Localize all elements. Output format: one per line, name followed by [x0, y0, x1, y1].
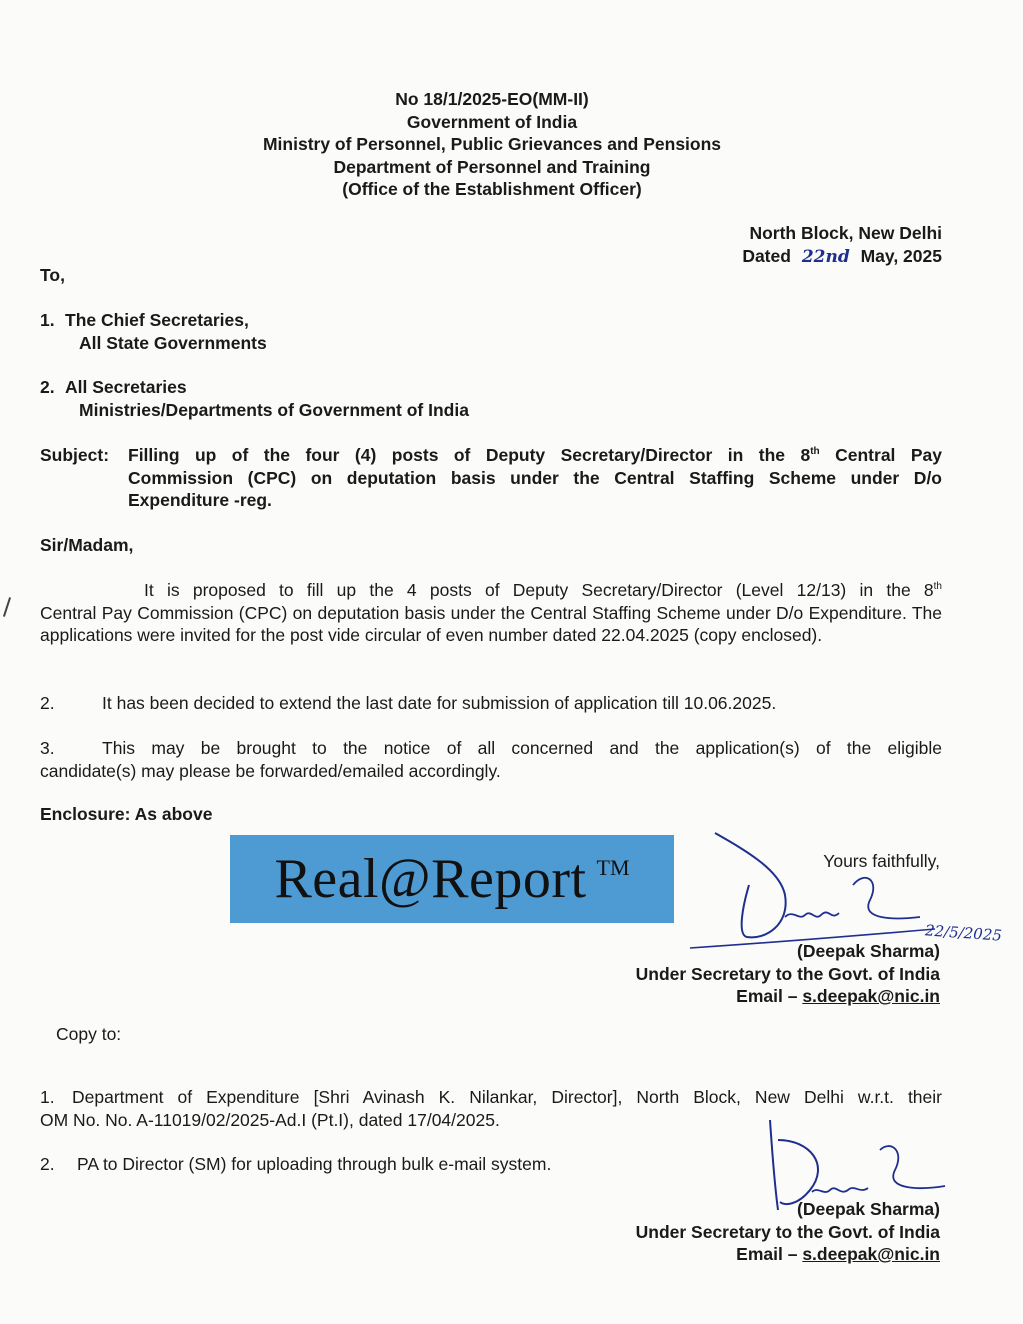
- email-label: Email –: [736, 1244, 798, 1264]
- subject-line-1-tail: Central Pay: [819, 445, 942, 465]
- recipient-item: [40, 376, 640, 421]
- recipient-number: 1.: [40, 310, 55, 330]
- signature-date: 22/5/2025: [924, 921, 1003, 945]
- signatory-designation: Under Secretary to the Govt. of India: [635, 1221, 940, 1242]
- recipient-line: Ministries/Departments of Government of India: [79, 399, 469, 420]
- paragraph-1-rest: Central Pay Commission (CPC) on deputation basis under the Central Staffing Scheme under D/o Expenditure. The applications were invited for the post vide circular of even number dated 22.04.2025 (copy enclosed).: [40, 602, 942, 645]
- email-link[interactable]: s.deepak@nic.in: [802, 986, 940, 1006]
- copy-item-number: 2.: [40, 1154, 55, 1174]
- paragraph-number: 3.: [40, 738, 55, 758]
- subject-label: Subject:: [40, 445, 110, 465]
- copy-item-number: 1.: [40, 1087, 55, 1107]
- margin-tick-mark: [3, 597, 11, 617]
- recipient-line: All State Governments: [79, 332, 267, 353]
- place-date-block: [600, 222, 942, 268]
- watermark-text: Real@Report: [274, 847, 587, 910]
- salutation: Sir/Madam,: [40, 535, 134, 555]
- subject-line-2: Commission (CPC) on deputation basis under the Central Staffing Scheme under D/o: [128, 467, 942, 488]
- closing-line: Yours faithfully,: [823, 851, 940, 871]
- copy-item-text: OM No. No. A-11019/02/2025-Ad.I (Pt.I), dated 17/04/2025.: [40, 1109, 500, 1130]
- paragraph-1-line-1: [40, 579, 942, 602]
- place-line: North Block, New Delhi: [749, 223, 942, 243]
- date-month-year: May, 2025: [860, 245, 942, 266]
- recipient-number: 2.: [40, 377, 55, 397]
- superscript: th: [933, 581, 942, 593]
- paragraph-number: 2.: [40, 693, 55, 713]
- trademark-symbol: TM: [596, 854, 630, 880]
- handwritten-date-day: 22nd: [801, 246, 850, 267]
- signatory-designation: Under Secretary to the Govt. of India: [635, 963, 940, 984]
- signatory-name: (Deepak Sharma): [797, 941, 940, 961]
- recipient-line: All Secretaries: [65, 377, 187, 397]
- to-label: To,: [40, 265, 65, 285]
- enclosure-line: Enclosure: As above: [40, 804, 213, 824]
- subject-line-3: Expenditure -reg.: [128, 490, 272, 510]
- copy-item-text: PA to Director (SM) for uploading through bulk e-mail system.: [77, 1154, 552, 1174]
- office-line: (Office of the Establishment Officer): [342, 179, 642, 199]
- subject-line-1-text: Filling up of the four (4) posts of Deputy Secretary/Director in the 8: [128, 445, 811, 465]
- subject-text: [128, 444, 942, 512]
- signatory-email-line: [540, 1243, 940, 1266]
- email-label: Email –: [736, 986, 798, 1006]
- file-number: No 18/1/2025-EO(MM-II): [395, 89, 589, 109]
- paragraph-2-text: It has been decided to extend the last date for submission of application till 10.06.2025.: [102, 693, 777, 713]
- superscript: th: [810, 446, 820, 458]
- copy-item-text: Department of Expenditure [Shri Avinash K. Nilankar, Director], North Block, New Delhi w.r.t. their: [72, 1087, 942, 1107]
- department-line: Department of Personnel and Training: [333, 156, 651, 177]
- ministry-line: Ministry of Personnel, Public Grievances and Pensions: [262, 134, 722, 154]
- date-line: [600, 245, 942, 269]
- paragraph-3-line-1: [40, 737, 942, 760]
- paragraph-1: [40, 579, 942, 647]
- paragraph-3-line-2: candidate(s) may please be forwarded/emailed accordingly.: [40, 760, 501, 781]
- paragraph-3: [40, 737, 942, 782]
- signature-block-1: [540, 940, 940, 1008]
- paragraph-1-text: It is proposed to fill up the 4 posts of Deputy Secretary/Director (Level 12/13) in the 8: [144, 580, 934, 600]
- signatory-name: (Deepak Sharma): [797, 1199, 940, 1219]
- date-prefix: Dated: [742, 245, 791, 266]
- paragraph-3-text: This may be brought to the notice of all concerned and the application(s) of the eligible: [102, 738, 942, 758]
- email-link[interactable]: s.deepak@nic.in: [802, 1244, 940, 1264]
- recipient-line: The Chief Secretaries,: [65, 310, 249, 330]
- signatory-email-line: [540, 985, 940, 1008]
- signature-block-2: [540, 1198, 940, 1266]
- government-line: Government of India: [406, 111, 578, 132]
- paragraph-2: [40, 692, 942, 715]
- letter-header: [180, 88, 804, 201]
- copy-to-label: Copy to:: [56, 1024, 122, 1044]
- watermark-banner: [230, 835, 674, 923]
- copy-to-item: [40, 1153, 740, 1176]
- subject-line-1: [128, 444, 942, 467]
- recipient-item: [40, 309, 640, 354]
